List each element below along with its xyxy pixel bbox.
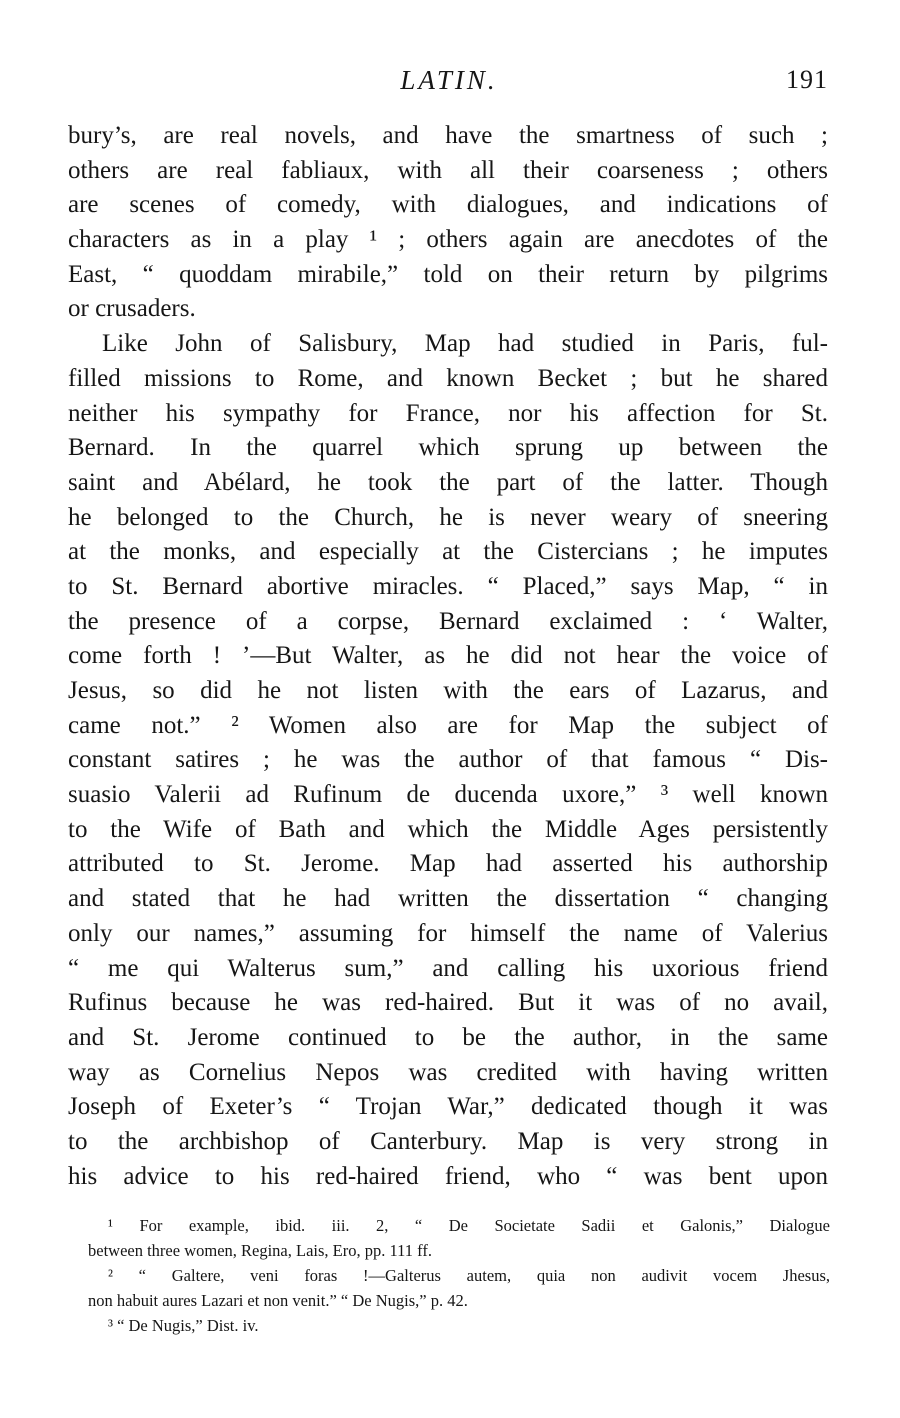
body-line: suasio Valerii ad Rufinum de ducenda uxore,” ³ well known: [68, 781, 828, 809]
body-line: to the Wife of Bath and which the Middle Ages persistently: [68, 815, 828, 843]
body-line: are scenes of comedy, with dialogues, and indications of: [68, 191, 828, 219]
body-line: came not.” ² Women also are for Map the subject of: [68, 711, 828, 739]
body-line: East, “ quoddam mirabile,” told on their return by pilgrims: [68, 260, 828, 288]
body-line: to the archbishop of Canterbury. Map is very strong in: [68, 1127, 828, 1155]
footnote-2: ² “ Galtere, veni foras !—Galterus autem, quia non audivit vocem Jhesus,: [108, 1266, 830, 1285]
body-line: and St. Jerome continued to be the author, in the same: [68, 1023, 828, 1051]
running-head: [70, 60, 828, 100]
body-text: [68, 119, 828, 1194]
body-line: he belonged to the Church, he is never weary of sneering: [68, 503, 828, 531]
body-line: others are real fabliaux, with all their coarseness ; others: [68, 156, 828, 184]
body-line: at the monks, and especially at the Cistercians ; he imputes: [68, 538, 828, 566]
body-line: the presence of a corpse, Bernard exclaimed : ‘ Walter,: [68, 607, 828, 635]
body-line: saint and Abélard, he took the part of the latter. Though: [68, 468, 828, 496]
body-line: or crusaders.: [68, 295, 196, 323]
body-line: way as Cornelius Nepos was credited with having written: [68, 1058, 828, 1086]
body-line: attributed to St. Jerome. Map had asserted his authorship: [68, 850, 828, 878]
footnote-1-continued: between three women, Regina, Lais, Ero, pp. 111 ff.: [88, 1241, 432, 1260]
body-line: “ me qui Walterus sum,” and calling his uxorious friend: [68, 954, 828, 982]
body-line: constant satires ; he was the author of that famous “ Dis-: [68, 746, 828, 774]
body-line: bury’s, are real novels, and have the smartness of such ;: [68, 122, 828, 149]
body-line: and stated that he had written the dissertation “ changing: [68, 885, 828, 913]
body-line: come forth ! ’—But Walter, as he did not hear the voice of: [68, 642, 828, 670]
page-number: 191: [786, 65, 828, 94]
body-line: Rufinus because he was red-haired. But it was of no avail,: [68, 989, 828, 1017]
footnote-1: ¹ For example, ibid. iii. 2, “ De Societate Sadii et Galonis,” Dialogue: [108, 1216, 830, 1235]
footnote-3: ³ “ De Nugis,” Dist. iv.: [108, 1316, 259, 1335]
body-line: Bernard. In the quarrel which sprung up between the: [68, 434, 828, 462]
body-line: his advice to his red-haired friend, who “ was bent upon: [68, 1162, 828, 1190]
paragraph-first-line: Like John of Salisbury, Map had studied in Paris, ful-: [102, 330, 828, 358]
body-line: only our names,” assuming for himself the name of Valerius: [68, 919, 828, 947]
body-line: filled missions to Rome, and known Becket ; but he shared: [68, 364, 828, 392]
footnotes: [88, 1213, 830, 1338]
body-line: neither his sympathy for France, nor his affection for St.: [68, 399, 828, 427]
running-title: LATIN.: [400, 65, 498, 95]
footnote-2-continued: non habuit aures Lazari et non venit.” “ De Nugis,” p. 42.: [88, 1291, 468, 1310]
body-line: to St. Bernard abortive miracles. “ Placed,” says Map, “ in: [68, 572, 828, 600]
body-line: Jesus, so did he not listen with the ears of Lazarus, and: [68, 677, 828, 704]
body-line: Joseph of Exeter’s “ Trojan War,” dedicated though it was: [68, 1093, 828, 1121]
body-line: characters as in a play ¹ ; others again are anecdotes of the: [68, 226, 828, 254]
